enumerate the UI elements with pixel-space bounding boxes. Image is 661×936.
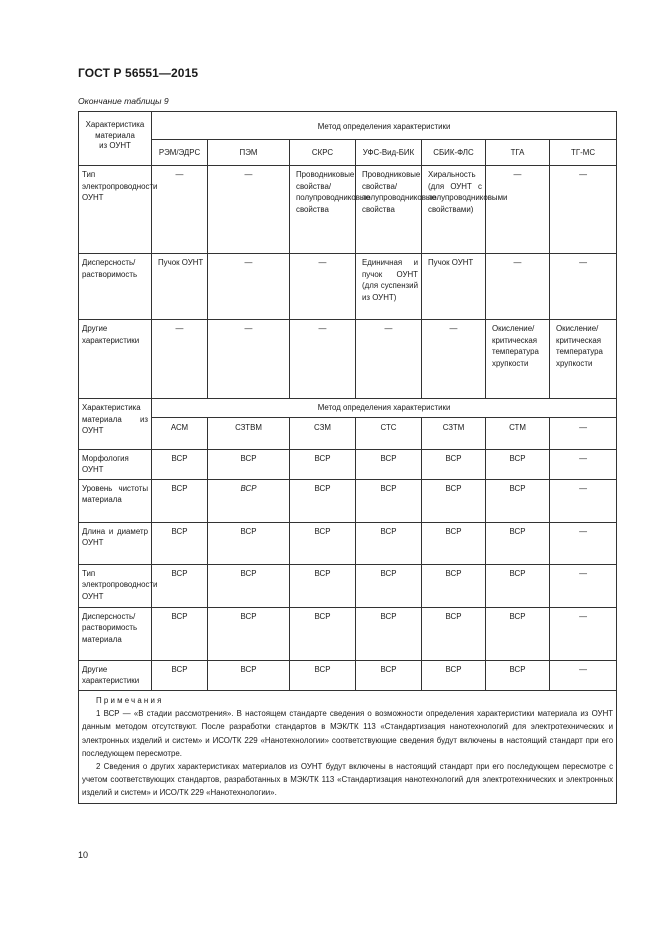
table-cell: —: [208, 166, 290, 254]
table-cell: Пучок ОУНТ: [152, 254, 208, 320]
corner-header: Характеристика материала из ОУНТ: [79, 112, 152, 166]
table-cell: ВСР: [290, 607, 356, 660]
table-cell: ВСР: [152, 522, 208, 564]
table-row: [79, 320, 617, 399]
table-cell: ВСР: [290, 564, 356, 607]
table-cell: —: [550, 660, 617, 690]
method-col-header: СЗТВМ: [208, 417, 290, 449]
table-cell: —: [486, 166, 550, 254]
method-col-header: —: [550, 417, 617, 449]
table-cell: —: [290, 254, 356, 320]
table-cell: —: [152, 320, 208, 399]
table-cell: ВСР: [208, 522, 290, 564]
table-cell: ВСР: [486, 479, 550, 522]
table-cell: —: [550, 607, 617, 660]
row-label: Другие характеристики: [79, 320, 152, 399]
characteristics-table: [78, 111, 617, 804]
table-row: [79, 522, 617, 564]
table-cell: ВСР: [486, 660, 550, 690]
table-row: [79, 254, 617, 320]
table-cell: ВСР: [290, 522, 356, 564]
notes-row: [79, 690, 617, 803]
table-cell: —: [550, 254, 617, 320]
method-col-header: СТС: [356, 417, 422, 449]
table-cell: —: [550, 564, 617, 607]
table-cell: —: [152, 166, 208, 254]
table-cell: ВСР: [486, 522, 550, 564]
note-2: 2 Сведения о других характеристиках материалов из ОУНТ будут включены в настоящий стандарт при его последующем пересмотре с учетом соответствующих стандартов, разработанных в МЭК/ТК 113 «Стандартизация нанотехнологий для электротехнических и электронных изделий и систем» и ИСО/ТК 229 «Нанотехнологии».: [82, 761, 614, 798]
table-cell: ВСР: [486, 564, 550, 607]
method-col-header: СЗМ: [290, 417, 356, 449]
corner-header: Характеристика материала из ОУНТ: [79, 399, 152, 450]
table-cell: ВСР: [356, 607, 422, 660]
table-cell: ВСР: [152, 607, 208, 660]
table-cell: ВСР: [290, 660, 356, 690]
method-col-header: СЗТМ: [422, 417, 486, 449]
table-cell: ВСР: [422, 479, 486, 522]
table-cell: ВСР: [486, 607, 550, 660]
table-cell: Окисление/критическая температура хрупкости: [486, 320, 550, 399]
table-row: [79, 449, 617, 479]
method-col-header: СБИК-ФЛС: [422, 140, 486, 166]
method-col-header: ТГ-МС: [550, 140, 617, 166]
row-label: Дисперсность/растворимость: [79, 254, 152, 320]
table-cell: —: [550, 166, 617, 254]
table-cell: ВСР: [422, 564, 486, 607]
table-cell: Проводниковые свойства/ полупроводниковые свойства: [356, 166, 422, 254]
method-header: Метод определения характеристики: [152, 112, 617, 140]
table-cell: ВСР: [422, 449, 486, 479]
notes: [79, 690, 617, 803]
table-row: [79, 166, 617, 254]
document-code: ГОСТ Р 56551—2015: [78, 66, 199, 80]
method-col-header: СКРС: [290, 140, 356, 166]
table-cell: ВСР: [208, 660, 290, 690]
method-col-header: АСМ: [152, 417, 208, 449]
table-cell: ВСР: [152, 564, 208, 607]
table-cell: —: [486, 254, 550, 320]
table-cell: ВСР: [486, 449, 550, 479]
table-cell: —: [550, 449, 617, 479]
table-cell: ВСР: [422, 660, 486, 690]
row-label: Длина и диаметр ОУНТ: [79, 522, 152, 564]
table-cell: Единичная и пучок ОУНТ (для суспензий из ОУНТ): [356, 254, 422, 320]
table-cell: ВСР: [356, 522, 422, 564]
row-label: Дисперсность/растворимость материала: [79, 607, 152, 660]
notes-title: Примечания: [96, 695, 164, 705]
table-cell: Хиральность (для ОУНТ с полупроводниковыми свойствами): [422, 166, 486, 254]
table-cell: ВСР: [356, 660, 422, 690]
table-cell: ВСР: [422, 607, 486, 660]
method-col-header: СТМ: [486, 417, 550, 449]
table-cell: ВСР: [356, 479, 422, 522]
table-cell: Проводниковые свойства/ полупроводниковые свойства: [290, 166, 356, 254]
table-caption: Окончание таблицы 9: [78, 96, 169, 106]
row-label: Морфология ОУНТ: [79, 449, 152, 479]
method-header: Метод определения характеристики: [152, 399, 617, 418]
table-cell: ВСР: [356, 449, 422, 479]
table-row: [79, 607, 617, 660]
table-cell: —: [422, 320, 486, 399]
method-col-header: РЭМ/ЭДРС: [152, 140, 208, 166]
table-cell: ВСР: [208, 564, 290, 607]
table-cell: ВСР: [356, 564, 422, 607]
table-cell: —: [290, 320, 356, 399]
table-cell: ВСР: [208, 607, 290, 660]
table-row: [79, 479, 617, 522]
page-number: 10: [78, 850, 89, 860]
row-label: Другие характеристики: [79, 660, 152, 690]
table-cell: ВСР: [152, 660, 208, 690]
row-label: Уровень чистоты материала: [79, 479, 152, 522]
table-cell: ВСР: [152, 479, 208, 522]
table-cell: Окисление/критическая температура хрупкости: [550, 320, 617, 399]
method-col-header: УФС-Вид-БИК: [356, 140, 422, 166]
table-cell: ВСР: [290, 449, 356, 479]
table-cell: ВСР: [422, 522, 486, 564]
method-col-header: ПЭМ: [208, 140, 290, 166]
table-cell: Пучок ОУНТ: [422, 254, 486, 320]
note-1: 1 ВСР — «В стадии рассмотрения». В настоящем стандарте сведения о возможности определения характеристики материала из ОУНТ данным методом отсутствуют. После разработки стандартов в МЭК/ТК 113 «Стандартизация нанотехнологий для электротехнических и электронных изделий и систем» и ИСО/ТК 229 «Нанотехнологии» соответствующие сведения будут включены в настоящий стандарт при его последующем пересмотре.: [82, 709, 614, 758]
table-cell: —: [356, 320, 422, 399]
table-cell: —: [550, 522, 617, 564]
table-cell: ВСР: [208, 449, 290, 479]
table-row: [79, 564, 617, 607]
row-label: Тип электропроводности ОУНТ: [79, 166, 152, 254]
table-cell: —: [208, 254, 290, 320]
table-cell: ВСР: [290, 479, 356, 522]
table-cell: —: [208, 320, 290, 399]
table-row: [79, 660, 617, 690]
method-col-header: ТГА: [486, 140, 550, 166]
table-cell: ВСР: [208, 479, 290, 522]
row-label: Тип электропроводности ОУНТ: [79, 564, 152, 607]
table-cell: ВСР: [152, 449, 208, 479]
table-cell: —: [550, 479, 617, 522]
